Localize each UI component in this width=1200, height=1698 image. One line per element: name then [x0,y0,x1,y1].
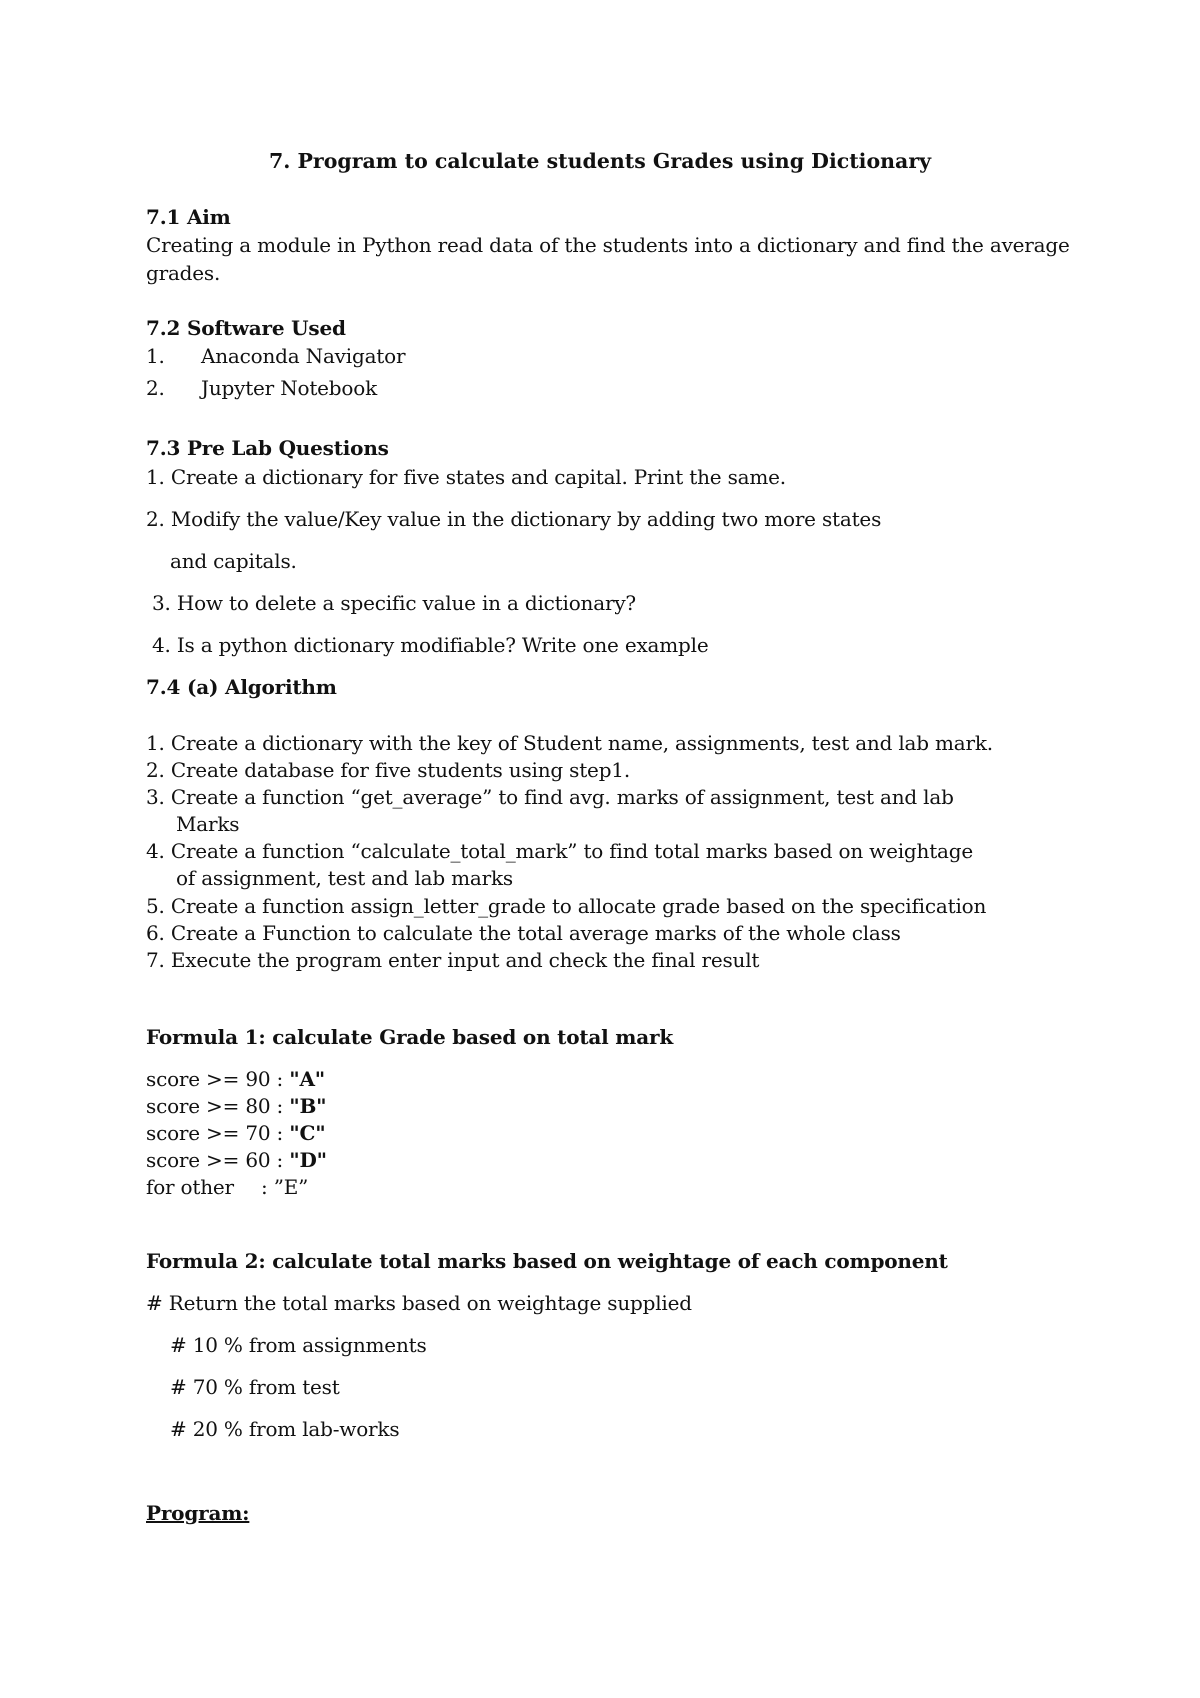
prelab-question-4: 4. Is a python dictionary modifiable? Write one example [152,633,709,657]
grade-rule-c [146,1120,325,1146]
grade-rule-condition: score >= 80 : [146,1094,290,1118]
software-item-label: Anaconda Navigator [201,344,406,368]
grade-rule-condition: score >= 90 : [146,1067,290,1091]
algorithm-heading: 7.4 (a) Algorithm [146,675,337,699]
algorithm-step-3-line-1: 3. Create a function “get_average” to find avg. marks of assignment, test and lab [146,785,954,809]
grade-rule-letter: : ”E” [261,1175,309,1199]
aim-text-line-2: grades. [146,261,221,285]
weightage-comment: # Return the total marks based on weightage supplied [146,1291,692,1315]
grade-rule-d [146,1147,327,1173]
prelab-question-2-line-1: 2. Modify the value/Key value in the dictionary by adding two more states [146,507,882,531]
weightage-lab-works: # 20 % from lab-works [170,1417,400,1441]
prelab-question-2-line-2: and capitals. [170,549,297,573]
prelab-heading: 7.3 Pre Lab Questions [146,436,389,460]
weightage-assignments: # 10 % from assignments [170,1333,427,1357]
aim-text-line-1: Creating a module in Python read data of the students into a dictionary and find the average [146,233,1070,257]
software-heading: 7.2 Software Used [146,316,346,340]
weightage-test: # 70 % from test [170,1375,340,1399]
grade-rule-letter: "B" [289,1094,327,1118]
prelab-question-1: 1. Create a dictionary for five states and capital. Print the same. [146,465,786,489]
software-item-1 [146,343,406,369]
page-title: 7. Program to calculate students Grades using Dictionary [268,149,932,173]
grade-rule-other [146,1174,309,1200]
program-heading: Program: [146,1501,250,1525]
software-item-number: 2. [146,376,165,400]
grade-rule-condition: score >= 70 : [146,1121,290,1145]
software-item-label: Jupyter Notebook [201,376,378,400]
grade-rule-b [146,1093,326,1119]
grade-rule-letter: "A" [289,1067,326,1091]
algorithm-step-3-line-2: Marks [176,812,240,836]
grade-rule-letter: "D" [289,1148,327,1172]
formula-1-heading: Formula 1: calculate Grade based on total mark [146,1025,674,1049]
grade-rule-letter: "C" [289,1121,326,1145]
grade-rule-condition: score >= 60 : [146,1148,290,1172]
algorithm-step-4-line-2: of assignment, test and lab marks [176,866,513,890]
algorithm-step-7: 7. Execute the program enter input and check the final result [146,948,760,972]
grade-rule-condition: for other [146,1175,234,1199]
prelab-question-3: 3. How to delete a specific value in a dictionary? [152,591,636,615]
software-item-number: 1. [146,344,165,368]
algorithm-step-6: 6. Create a Function to calculate the total average marks of the whole class [146,921,901,945]
formula-2-heading: Formula 2: calculate total marks based on weightage of each component [146,1249,948,1273]
algorithm-step-5: 5. Create a function assign_letter_grade to allocate grade based on the specification [146,894,987,918]
algorithm-step-1: 1. Create a dictionary with the key of Student name, assignments, test and lab mark. [146,731,993,755]
algorithm-step-4-line-1: 4. Create a function “calculate_total_mark” to find total marks based on weightage [146,839,974,863]
algorithm-step-2: 2. Create database for five students using step1. [146,758,630,782]
software-item-2 [146,375,378,401]
grade-rule-a [146,1066,325,1092]
aim-heading: 7.1 Aim [146,205,231,229]
